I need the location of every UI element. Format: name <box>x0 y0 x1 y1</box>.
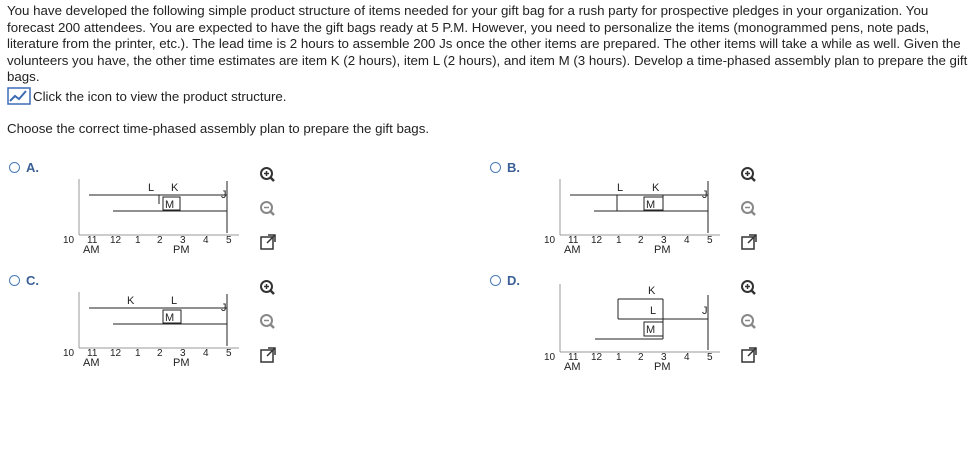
svg-text:3: 3 <box>180 348 186 359</box>
zoom-in-icon[interactable] <box>257 164 279 186</box>
option-a[interactable] <box>9 160 479 260</box>
option-c[interactable] <box>9 273 479 373</box>
product-structure-link[interactable] <box>7 86 287 106</box>
am-label: AM <box>564 244 581 256</box>
am-label: AM <box>564 361 581 373</box>
svg-text:3: 3 <box>661 235 667 246</box>
svg-text:3: 3 <box>180 235 186 246</box>
svg-text:4: 4 <box>203 348 209 359</box>
zoom-in-icon[interactable] <box>738 277 760 299</box>
svg-text:2: 2 <box>157 348 163 359</box>
label-j: J <box>221 302 227 314</box>
option-b[interactable] <box>490 160 970 260</box>
label-m: M <box>165 199 175 211</box>
label-l: L <box>650 305 657 317</box>
label-j: J <box>221 189 227 201</box>
am-label: AM <box>83 357 100 369</box>
label-j: J <box>702 305 708 317</box>
label-l: L <box>171 295 178 307</box>
svg-text:5: 5 <box>226 348 232 359</box>
svg-text:4: 4 <box>684 352 690 363</box>
zoom-out-icon[interactable] <box>257 311 279 333</box>
gantt-chart-d <box>540 283 740 373</box>
label-m: M <box>646 199 656 211</box>
label-k: K <box>127 295 135 307</box>
svg-text:2: 2 <box>638 352 644 363</box>
svg-text:4: 4 <box>203 235 209 246</box>
label-k: K <box>171 182 179 194</box>
svg-text:1: 1 <box>135 235 141 246</box>
popout-icon[interactable] <box>257 231 279 253</box>
popout-icon[interactable] <box>738 231 760 253</box>
zoom-out-icon[interactable] <box>738 311 760 333</box>
svg-text:11: 11 <box>87 235 98 246</box>
svg-text:5: 5 <box>707 352 713 363</box>
popout-icon[interactable] <box>738 344 760 366</box>
pm-label: PM <box>654 361 671 373</box>
radio-d[interactable] <box>490 275 501 286</box>
svg-text:3: 3 <box>661 352 667 363</box>
option-c-label: C. <box>26 273 39 288</box>
svg-text:4: 4 <box>684 235 690 246</box>
gantt-chart-a <box>59 178 259 256</box>
option-d-label: D. <box>507 273 520 288</box>
chart-icon[interactable] <box>7 86 32 106</box>
question-text: You have developed the following simple product structure of items needed for your gift bag for a rush party for prospective pledges in your organization. You forecast 200 attendees. You are expected to have the gift bags ready at 5 P.M. However, you need to personalize the items (monogrammed pens, note pads, literature from the printer, etc.). The lead time is 2 hours to assemble 200 Js once the other items are prepared. The other items will take a while as well. Given the volunteers you have, the other time estimates are item K (2 hours), item L (2 hours), and item M (3 hours). Develop a time-phased assembly plan to prepare the gift bags. <box>7 3 968 84</box>
radio-c[interactable] <box>9 275 20 286</box>
svg-text:12: 12 <box>110 348 122 359</box>
product-structure-link-text[interactable]: Click the icon to view the product structure. <box>33 88 287 104</box>
pm-label: PM <box>173 357 190 369</box>
label-j: J <box>702 189 708 201</box>
zoom-out-icon[interactable] <box>738 198 760 220</box>
option-b-label: B. <box>507 160 520 175</box>
svg-text:5: 5 <box>226 235 232 246</box>
svg-text:12: 12 <box>591 352 603 363</box>
svg-text:11: 11 <box>87 348 98 359</box>
svg-text:11: 11 <box>568 235 579 246</box>
svg-text:12: 12 <box>110 235 122 246</box>
gantt-chart-c <box>59 291 259 369</box>
svg-text:1: 1 <box>616 352 622 363</box>
svg-text:11: 11 <box>568 352 579 363</box>
gantt-chart-b <box>540 178 740 256</box>
svg-text:10: 10 <box>63 235 75 246</box>
prompt-text: Choose the correct time-phased assembly plan to prepare the gift bags. <box>7 121 430 136</box>
option-d[interactable] <box>490 273 970 373</box>
svg-text:2: 2 <box>638 235 644 246</box>
label-k: K <box>652 182 660 194</box>
label-k: K <box>648 285 656 297</box>
radio-a[interactable] <box>9 162 20 173</box>
svg-text:10: 10 <box>544 235 556 246</box>
svg-text:10: 10 <box>63 348 75 359</box>
svg-text:10: 10 <box>544 352 556 363</box>
popout-icon[interactable] <box>257 344 279 366</box>
svg-text:1: 1 <box>616 235 622 246</box>
svg-text:2: 2 <box>157 235 163 246</box>
am-label: AM <box>83 244 100 256</box>
zoom-in-icon[interactable] <box>738 164 760 186</box>
zoom-in-icon[interactable] <box>257 277 279 299</box>
label-m: M <box>165 312 175 324</box>
svg-text:5: 5 <box>707 235 713 246</box>
option-a-label: A. <box>26 160 39 175</box>
label-m: M <box>646 324 656 336</box>
pm-label: PM <box>173 244 190 256</box>
svg-text:1: 1 <box>135 348 141 359</box>
pm-label: PM <box>654 244 671 256</box>
zoom-out-icon[interactable] <box>257 198 279 220</box>
label-l: L <box>617 182 624 194</box>
radio-b[interactable] <box>490 162 501 173</box>
svg-text:12: 12 <box>591 235 603 246</box>
label-l: L <box>148 182 155 194</box>
